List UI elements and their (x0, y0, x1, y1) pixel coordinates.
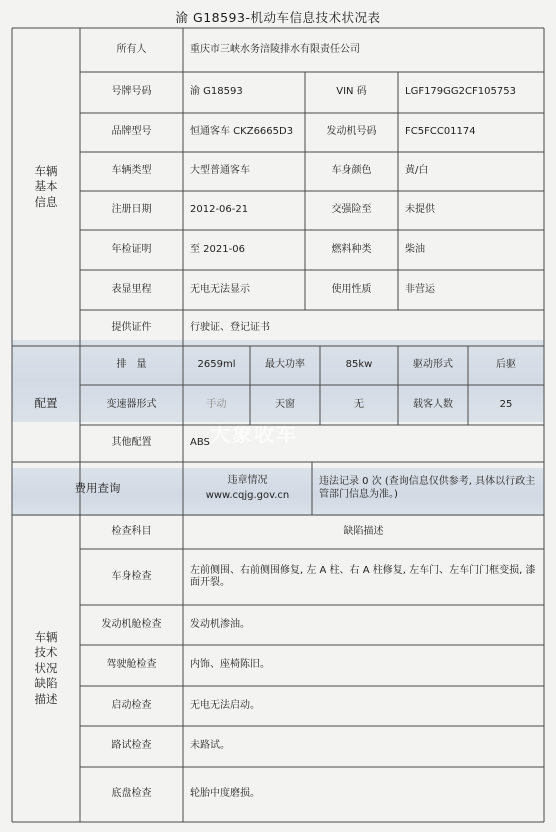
defect-desc: 发动机渗油。 (190, 618, 250, 630)
seats-value: 25 (499, 398, 513, 410)
reg-date-value: 2012-06-21 (190, 204, 249, 216)
other-config-value: ABS (190, 437, 210, 449)
displacement-value: 2659ml (197, 359, 236, 371)
displacement-label: 排 量 (116, 359, 147, 371)
fuel-label: 燃料种类 (331, 243, 372, 255)
sunroof-label: 天窗 (275, 398, 295, 410)
violation-record: 违法记录 0 次 (查询信息仅供参考, 具体以行政主管部门信息为准。) (319, 476, 536, 500)
defect-desc: 内饰、座椅陈旧。 (190, 659, 270, 671)
max-power-value: 85kw (345, 359, 373, 371)
model-value: 恒通客车 CKZ6665D3 (190, 126, 294, 138)
insurance-label: 交强险至 (331, 204, 372, 216)
vin-value: LGF179GG2CF105753 (405, 86, 516, 98)
body-color-label: 车身颜色 (331, 165, 372, 177)
violation-site-link[interactable]: www.cqjg.gov.cn (205, 490, 290, 501)
defect-item: 车身检查 (111, 570, 152, 582)
section-config: 配置 (34, 396, 58, 411)
defect-desc: 未路试。 (190, 740, 230, 752)
sunroof-value: 无 (354, 398, 364, 410)
inspection-label: 年检证明 (111, 243, 152, 255)
owner-label: 所有人 (116, 43, 147, 55)
engine-value: FC5FCC01174 (405, 126, 476, 138)
section-fee-query: 费用查询 (74, 480, 121, 495)
usage-value: 非营运 (405, 283, 435, 295)
watermark-logo: 大象收车 (210, 422, 298, 446)
defect-desc: 轮胎中度磨损。 (190, 788, 260, 800)
engine-label: 发动机号码 (326, 126, 377, 138)
reg-date-label: 注册日期 (111, 204, 152, 216)
inspection-value: 至 2021-06 (190, 243, 245, 255)
fuel-value: 柴油 (405, 243, 425, 255)
seats-label: 载客人数 (413, 398, 453, 410)
defects-header-desc: 缺陷描述 (343, 525, 384, 537)
section-basic-info: 车辆 基本 信息 (34, 163, 58, 209)
vehicle-type-label: 车辆类型 (111, 165, 152, 177)
vin-label: VIN 码 (336, 86, 367, 98)
max-power-label: 最大功率 (265, 359, 305, 371)
defect-item: 驾驶舱检查 (106, 659, 157, 671)
section-defects: 车辆 技术 状况 缺陷 描述 (34, 629, 58, 706)
defect-item: 底盘检查 (111, 788, 152, 800)
plate-label: 号牌号码 (111, 86, 152, 98)
docs-label: 提供证件 (111, 321, 152, 333)
body-color-value: 黄/白 (405, 165, 429, 177)
model-label: 品牌型号 (111, 126, 152, 138)
other-config-label: 其他配置 (111, 437, 152, 449)
drive-value: 后驱 (496, 359, 516, 371)
vehicle-type-value: 大型普通客车 (190, 165, 250, 177)
insurance-value: 未提供 (405, 204, 435, 216)
violation-cell (183, 462, 312, 515)
violation-label: 违章情况 (227, 474, 268, 486)
gearbox-label: 变速器形式 (106, 398, 157, 410)
page-title: 渝 G18593-机动车信息技术状况表 (175, 10, 381, 25)
defects-header-item: 检查科目 (111, 525, 152, 537)
drive-label: 驱动形式 (413, 359, 453, 371)
owner-value: 重庆市三峡水务涪陵排水有限责任公司 (190, 43, 360, 55)
odometer-value: 无电无法显示 (190, 283, 250, 295)
plate-value: 渝 G18593 (190, 86, 243, 98)
defect-item: 路试检查 (111, 740, 152, 752)
usage-label: 使用性质 (331, 283, 372, 295)
defect-item: 发动机舱检查 (101, 618, 162, 630)
docs-value: 行驶证、登记证书 (190, 321, 270, 333)
odometer-label: 表显里程 (111, 283, 152, 295)
defect-desc: 左前侧围、右前侧围修复, 左 A 柱、右 A 柱修复, 左车门、左车门门框变损, 漆面开裂。 (190, 564, 536, 588)
gearbox-value: 手动 (206, 398, 227, 410)
defect-item: 启动检查 (111, 699, 152, 711)
defect-desc: 无电无法启动。 (190, 699, 260, 711)
